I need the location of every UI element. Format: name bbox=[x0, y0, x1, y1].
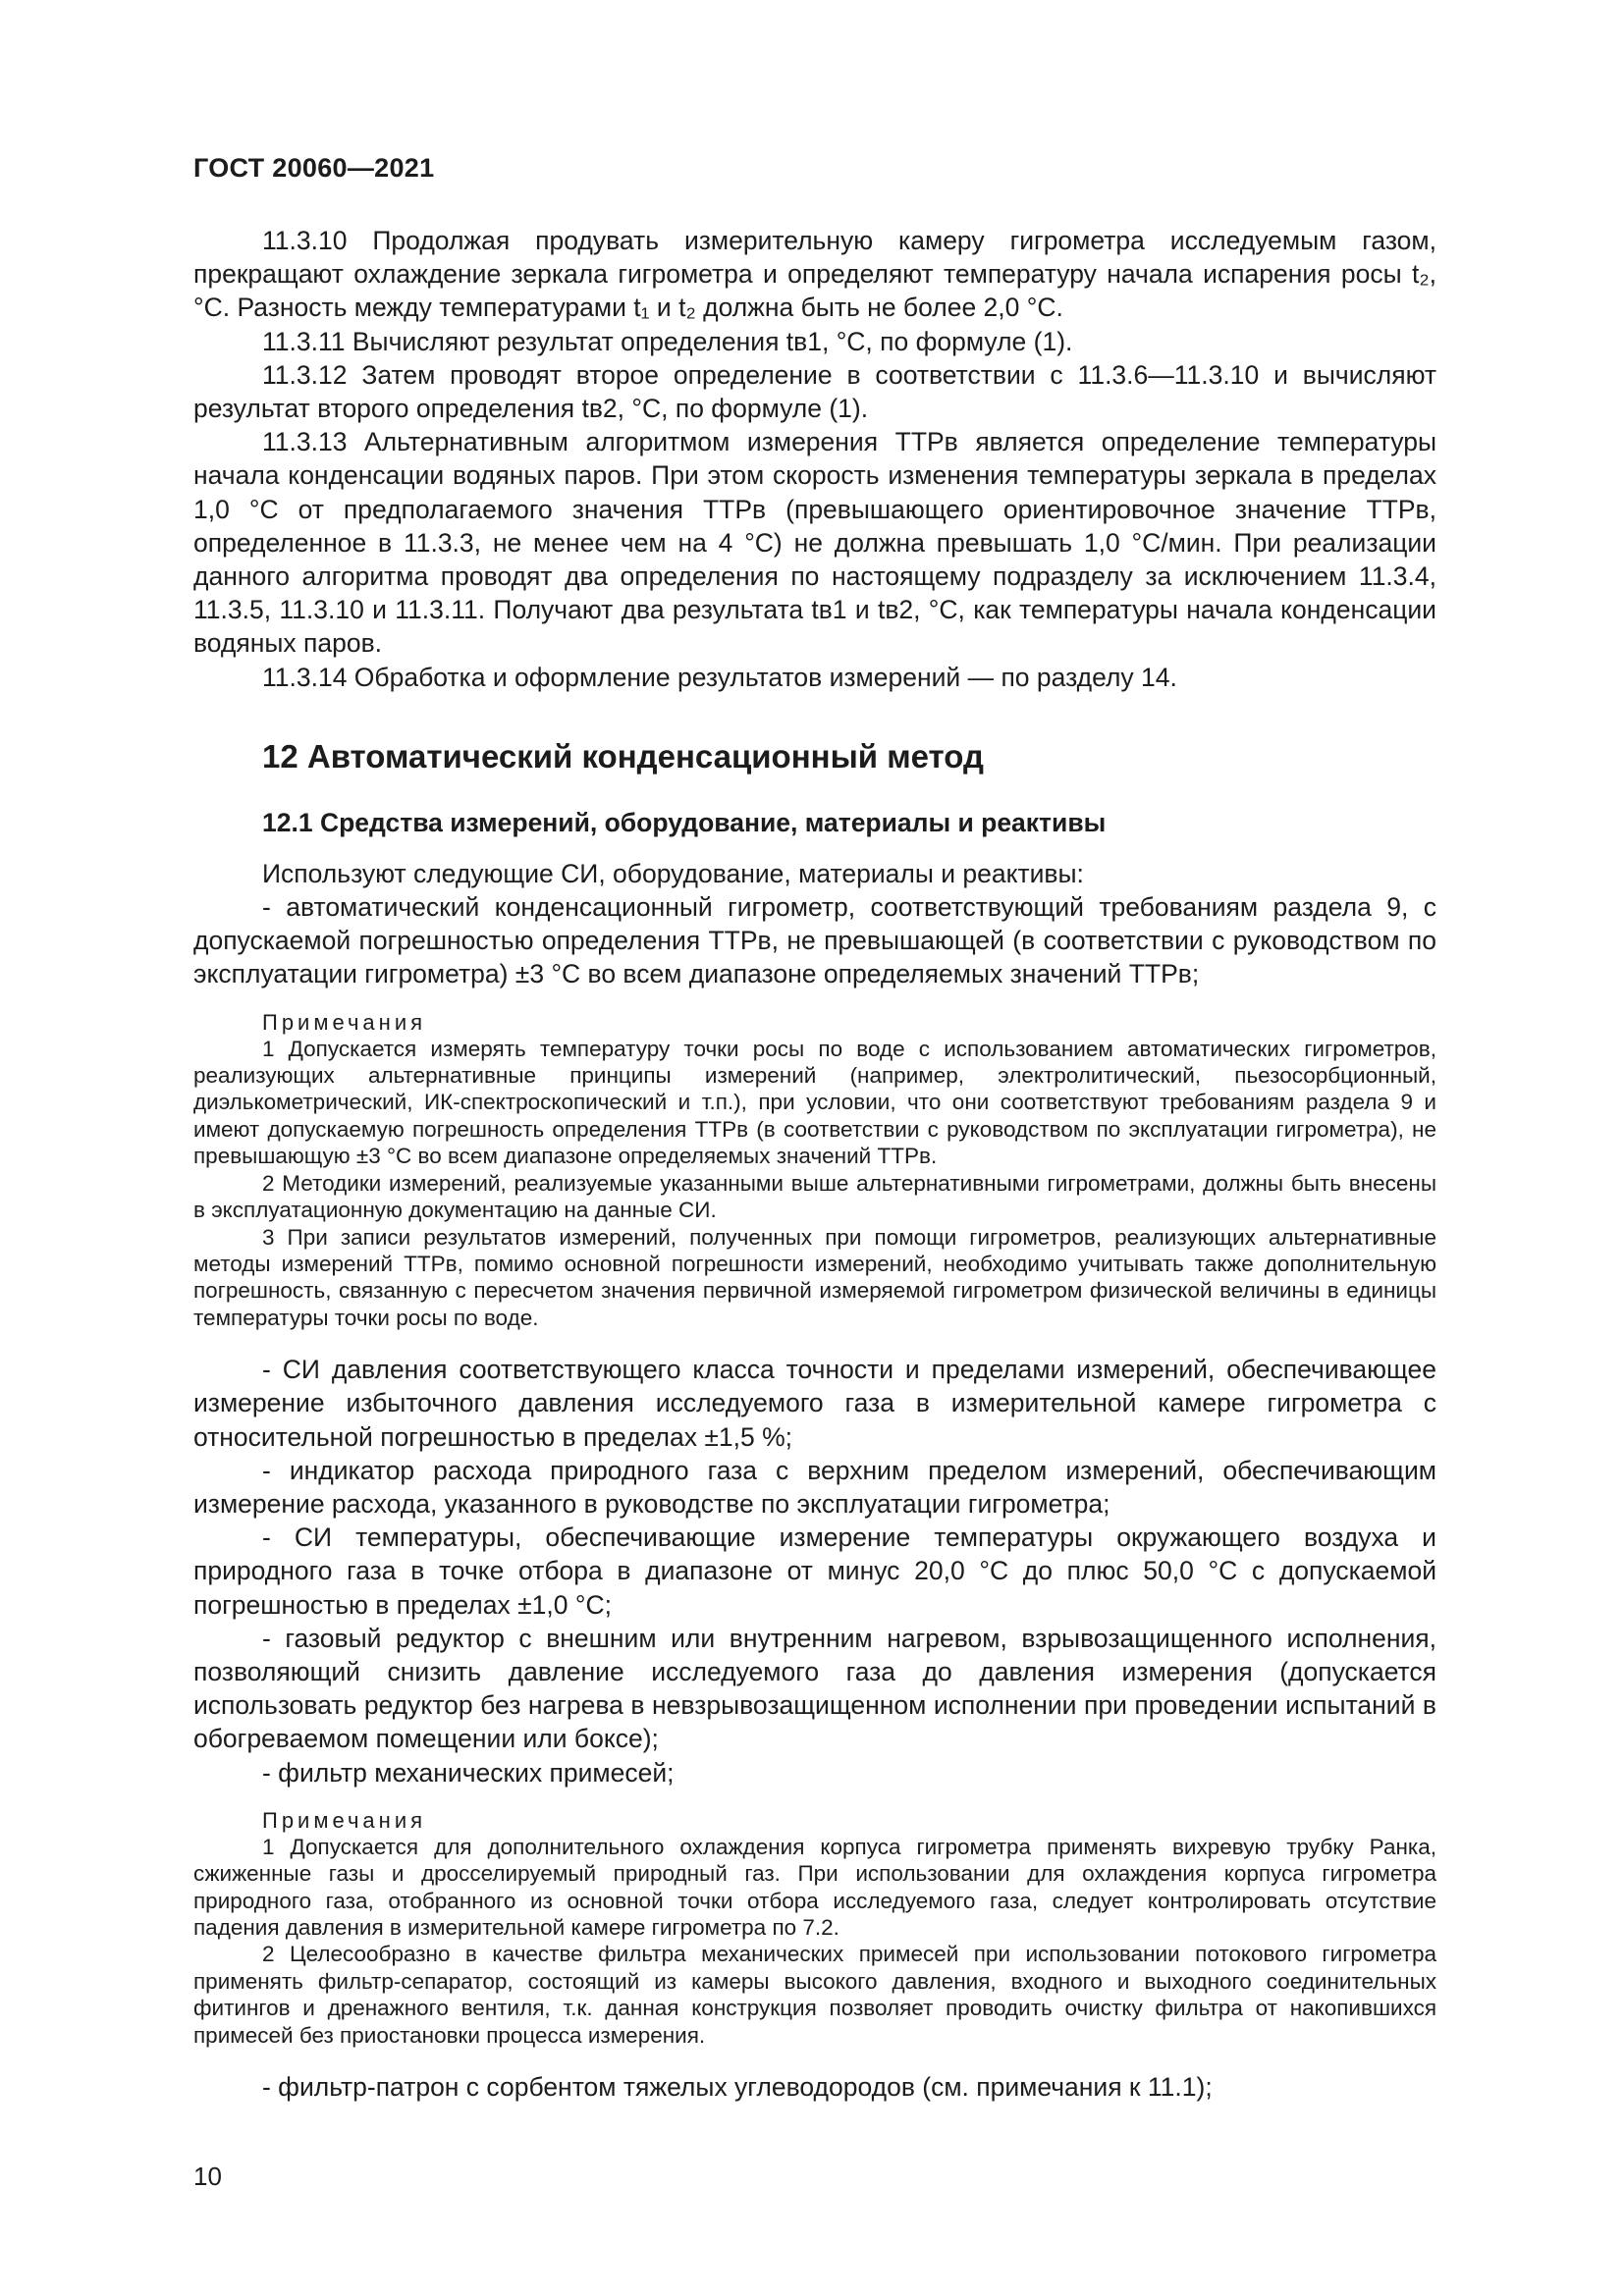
document-header: ГОСТ 20060—2021 bbox=[193, 153, 435, 183]
list-item: - фильтр-патрон с сорбентом тяжелых углеводородов (см. примечания к 11.1); bbox=[262, 2072, 1213, 2103]
list-item: - СИ давления соответствующего класса точности и пределами измерений, обеспечивающее измерение избыточного давления исследуемого газа в измерительной камере гигрометра с относительной погрешностью в пределах ±1,5 %; bbox=[193, 1355, 1436, 1452]
paragraph-11-3-13: 11.3.13 Альтернативным алгоритмом измерения ТТРв является определение температуры начала конденсации водяных паров. При этом скорость изменения температуры зеркала в пределах 1,0 °C от предполагаемого значения ТТРв (превышающего ориентировочное значение ТТРв, определенное в 11.3.3, не менее чем на 4 °C) не должна превышать 1,0 °C/мин. При реализации данного алгоритма проводят два определения по настоящему подразделу за исключением 11.3.4, 11.3.5, 11.3.10 и 11.3.11. Получают два результата tв1 и tв2, °C, как температуры начала конденсации водяных паров. bbox=[193, 427, 1436, 659]
note-item: 1 Допускается измерять температуру точки росы по воде с использованием автоматических гигрометров, реализующих альтернативные принципы измерений (например, электролитический, пьезосорбционный, диэлькометрический, ИК-спектроскопический и т.п.), при условии, что они соответствуют требованиям раздела 9 и имеют допускаемую погрешность определения ТТРв (в соответствии с руководством по эксплуатации гигрометра), не превышающую ±3 °C во всем диапазоне определяемых значений ТТРв. bbox=[193, 1036, 1436, 1169]
list-item: - индикатор расхода природного газа с верхним пределом измерений, обеспечивающим измерение расхода, указанного в руководстве по эксплуатации гигрометра; bbox=[193, 1455, 1436, 1519]
note-item: 2 Целесообразно в качестве фильтра механических примесей при использовании потокового гигрометра применять фильтр-сепаратор, состоящий из камеры высокого давления, входного и выходного соединительных фитингов и дренажного вентиля, т.к. данная конструкция позволяет проводить очистку фильтра от накопившихся примесей без приостановки процесса измерения. bbox=[193, 1942, 1436, 2048]
notes-title: Примечания bbox=[262, 1009, 427, 1035]
note-item: 3 При записи результатов измерений, полученных при помощи гигрометров, реализующих альтернативные методы измерений ТТРв, помимо основной погрешности измерений, необходимо учитывать также дополнительную погрешность, связанную с пересчетом значения первичной измеряемой гигрометром физической величины в единицы температуры точки росы по воде. bbox=[193, 1224, 1436, 1330]
notes-title: Примечания bbox=[262, 1807, 427, 1833]
page-number: 10 bbox=[193, 2162, 222, 2191]
section-heading: 12 Автоматический конденсационный метод bbox=[262, 737, 984, 774]
subsection-heading: 12.1 Средства измерений, оборудование, материалы и реактивы bbox=[262, 807, 1107, 837]
list-item-hygrometer: - автоматический конденсационный гигрометр, соответствующий требованиям раздела 9, с допускаемой погрешностью определения ТТРв, не превышающей (в соответствии с руководством по эксплуатации гигрометра) ±3 °C во всем диапазоне определяемых значений ТТРв; bbox=[193, 892, 1436, 989]
paragraph-11-3-12: 11.3.12 Затем проводят второе определение в соответствии с 11.3.6—11.3.10 и вычисляют результат второго определения tв2, °C, по формуле (1). bbox=[193, 359, 1436, 424]
note-item: 1 Допускается для дополнительного охлаждения корпуса гигрометра применять вихревую трубку Ранка, сжиженные газы и дросселируемый природный газ. При использовании для охлаждения корпуса гигрометра природного газа, отобранного из основной точки отбора исследуемого газа, следует контролировать отсутствие падения давления в измерительной камере гигрометра по 7.2. bbox=[193, 1834, 1436, 1940]
document-body bbox=[193, 224, 1436, 2104]
list-intro: Используют следующие СИ, оборудование, материалы и реактивы: bbox=[262, 858, 1084, 888]
list-item: - СИ температуры, обеспечивающие измерение температуры окружающего воздуха и природного газа в точке отбора в диапазоне от минус 20,0 °C до плюс 50,0 °C с допускаемой погрешностью в пределах ±1,0 °C; bbox=[193, 1522, 1436, 1620]
paragraph-11-3-14: 11.3.14 Обработка и оформление результатов измерений — по разделу 14. bbox=[262, 662, 1177, 692]
paragraph-11-3-10: 11.3.10 Продолжая продувать измерительную камеру гигрометра исследуемым газом, прекращают охлаждение зеркала гигрометра и определяют температуру начала испарения росы t₂, °C. Разность между температурами t₁ и t₂ должна быть не более 2,0 °C. bbox=[193, 226, 1436, 323]
note-item: 2 Методики измерений, реализуемые указанными выше альтернативными гигрометрами, должны быть внесены в эксплуатационную документацию на данные СИ. bbox=[193, 1170, 1436, 1223]
list-item: - фильтр механических примесей; bbox=[262, 1757, 675, 1788]
list-item: - газовый редуктор с внешним или внутренним нагревом, взрывозащищенного исполнения, позволяющий снизить давление исследуемого газа до давления измерения (допускается использовать редуктор без нагрева в невзрывозащищенном исполнении при проведении испытаний в обогреваемом помещении или боксе); bbox=[193, 1623, 1436, 1754]
paragraph-11-3-11: 11.3.11 Вычисляют результат определения tв1, °C, по формуле (1). bbox=[262, 326, 1073, 356]
